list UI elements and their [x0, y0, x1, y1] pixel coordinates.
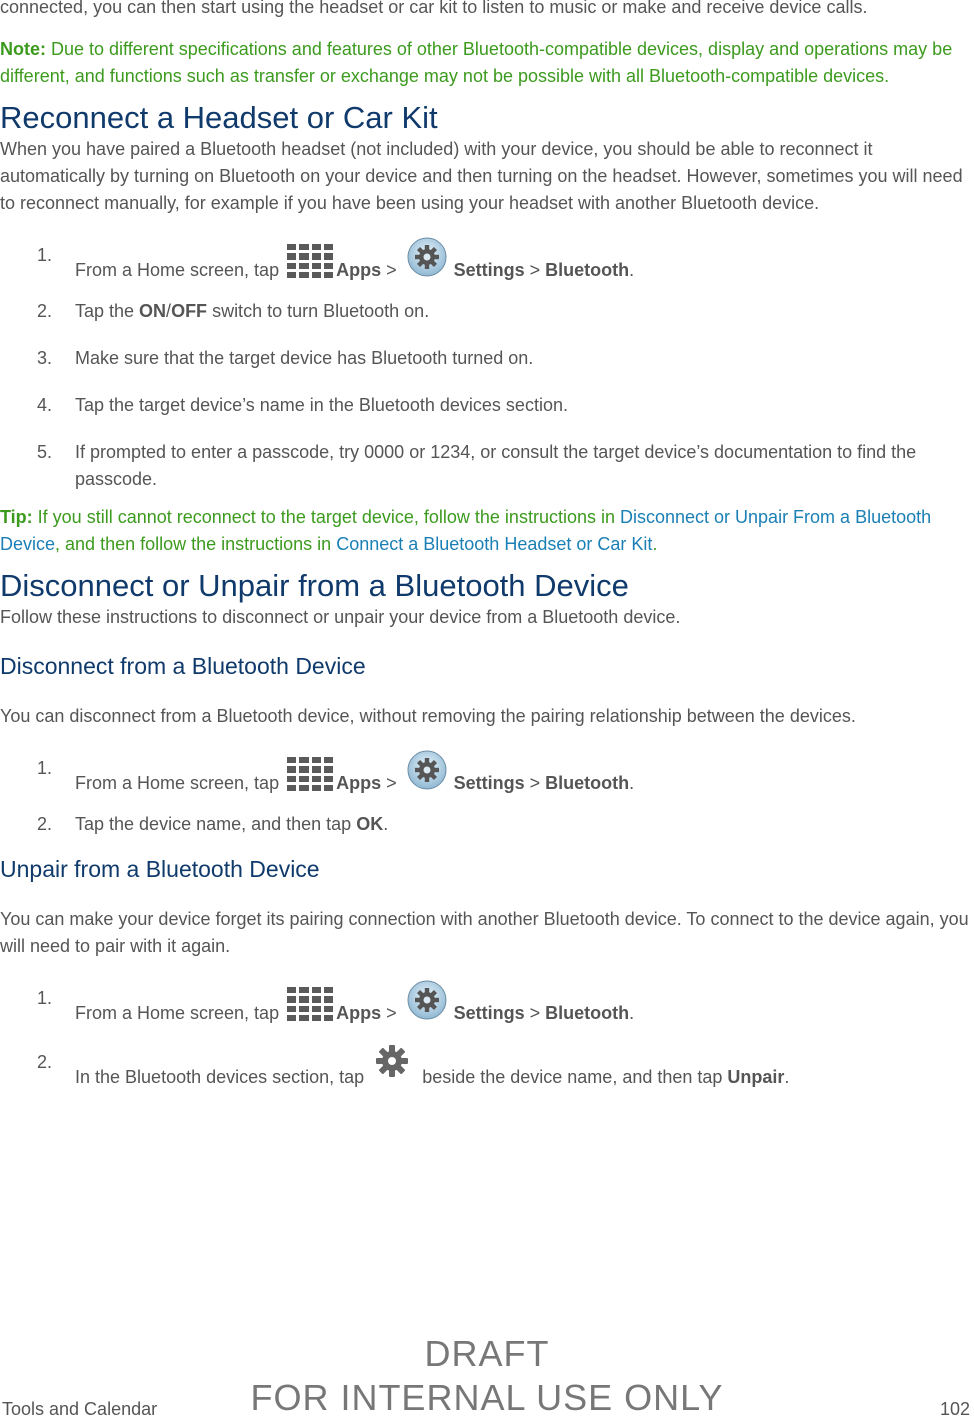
page-number: 102 — [939, 1399, 970, 1419]
step-text: Tap the — [75, 301, 140, 321]
step-number: 3. — [37, 348, 53, 368]
list-item — [0, 345, 974, 372]
step-text: Tap the target device’s name in the Bluetooth devices section. — [75, 395, 568, 415]
off-label: OFF — [171, 301, 208, 321]
step-text: Make sure that the target device has Bluetooth turned on. — [75, 348, 534, 368]
list-item — [0, 392, 974, 419]
step-number: 1. — [37, 988, 53, 1008]
step-number: 2. — [37, 814, 53, 834]
settings-gear-icon — [404, 242, 452, 280]
settings-label: Settings — [453, 1003, 525, 1023]
separator: > — [524, 1003, 546, 1023]
punctuation: . — [629, 260, 635, 280]
list-item — [0, 1049, 974, 1091]
settings-gear-icon — [404, 985, 452, 1023]
watermark-draft: DRAFT — [424, 1333, 550, 1374]
list-item — [0, 242, 974, 284]
reconnect-body: When you have paired a Bluetooth headset (not included) with your device, you should be able to reconnect it automatically by turning on Bluetooth on your device and then turning on the headset. However, sometimes you will need to reconnect manually, for example if you have been using your headset with another Bluetooth device. — [0, 139, 963, 213]
step-number: 5. — [37, 442, 53, 462]
step-text: From a Home screen, tap — [75, 1003, 285, 1023]
ok-label: OK — [356, 814, 384, 834]
apps-label: Apps — [336, 773, 382, 793]
step-number: 1. — [37, 245, 53, 265]
step-text: beside the device name, and then tap — [417, 1067, 728, 1087]
bluetooth-label: Bluetooth — [545, 260, 630, 280]
separator: > — [381, 260, 402, 280]
step-text: If prompted to enter a passcode, try 0000 or 1234, or consult the target device’s documentation to find the passcode. — [75, 442, 917, 489]
disconnect-unpair-body: Follow these instructions to disconnect or unpair your device from a Bluetooth device. — [0, 607, 681, 627]
separator: > — [524, 773, 546, 793]
watermark-internal: FOR INTERNAL USE ONLY — [250, 1377, 724, 1418]
punctuation: . — [629, 773, 635, 793]
heading-unpair: Unpair from a Bluetooth Device — [0, 856, 320, 882]
note-label: Note: — [0, 39, 46, 59]
note-paragraph — [0, 36, 974, 90]
list-item — [0, 298, 974, 325]
punctuation: . — [784, 1067, 790, 1087]
step-number: 2. — [37, 301, 53, 321]
step-number: 4. — [37, 395, 53, 415]
tip-label: Tip: — [0, 507, 33, 527]
separator: > — [524, 260, 546, 280]
link-disconnect-unpair[interactable]: Disconnect or Unpair From a Bluetooth Device — [0, 507, 932, 554]
unpair-steps — [0, 985, 974, 1091]
apps-label: Apps — [336, 1003, 382, 1023]
apps-label: Apps — [336, 260, 382, 280]
tip-text: If you still cannot reconnect to the target device, follow the instructions in — [32, 507, 620, 527]
step-text: Tap the device name, and then tap — [75, 814, 357, 834]
separator: / — [166, 301, 172, 321]
step-number: 2. — [37, 1052, 53, 1072]
step-text: From a Home screen, tap — [75, 773, 285, 793]
punctuation: . — [383, 814, 389, 834]
heading-reconnect: Reconnect a Headset or Car Kit — [0, 100, 438, 135]
reconnect-steps — [0, 242, 974, 493]
unpair-label: Unpair — [727, 1067, 785, 1087]
apps-grid-icon — [286, 985, 334, 1023]
step-number: 1. — [37, 758, 53, 778]
apps-grid-icon — [286, 242, 334, 280]
list-item — [0, 439, 974, 493]
tip-text: , and then follow the instructions in — [55, 534, 337, 554]
separator: > — [381, 773, 402, 793]
apps-grid-icon — [286, 755, 334, 793]
tip-paragraph — [0, 504, 974, 558]
unpair-body: You can make your device forget its pairing connection with another Bluetooth device. To connect to the device again, you will need to pair with it again. — [0, 909, 969, 956]
heading-disconnect-unpair: Disconnect or Unpair from a Bluetooth Device — [0, 568, 629, 603]
settings-label: Settings — [453, 773, 525, 793]
settings-gear-icon — [404, 755, 452, 793]
list-item — [0, 755, 974, 797]
gear-icon — [371, 1049, 415, 1087]
on-label: ON — [139, 301, 167, 321]
step-text: In the Bluetooth devices section, tap — [75, 1067, 370, 1087]
punctuation: . — [652, 534, 658, 554]
step-text: From a Home screen, tap — [75, 260, 285, 280]
bluetooth-label: Bluetooth — [545, 773, 630, 793]
disconnect-body: You can disconnect from a Bluetooth device, without removing the pairing relationship between the devices. — [0, 706, 856, 726]
list-item — [0, 985, 974, 1027]
link-connect-headset[interactable]: Connect a Bluetooth Headset or Car Kit — [336, 534, 653, 554]
bluetooth-label: Bluetooth — [545, 1003, 630, 1023]
note-text: Due to different specifications and features of other Bluetooth-compatible devices, display and operations may be different, and functions such as transfer or exchange may not be possible with all Bluetooth-compatible devices. — [0, 39, 953, 86]
step-text: switch to turn Bluetooth on. — [207, 301, 430, 321]
heading-disconnect: Disconnect from a Bluetooth Device — [0, 653, 366, 679]
footer-section-name: Tools and Calendar — [2, 1399, 158, 1419]
intro-paragraph: connected, you can then start using the headset or car kit to listen to music or make and receive device calls. — [0, 0, 868, 17]
list-item — [0, 811, 974, 838]
disconnect-steps — [0, 755, 974, 838]
settings-label: Settings — [453, 260, 525, 280]
separator: > — [381, 1003, 402, 1023]
punctuation: . — [629, 1003, 635, 1023]
